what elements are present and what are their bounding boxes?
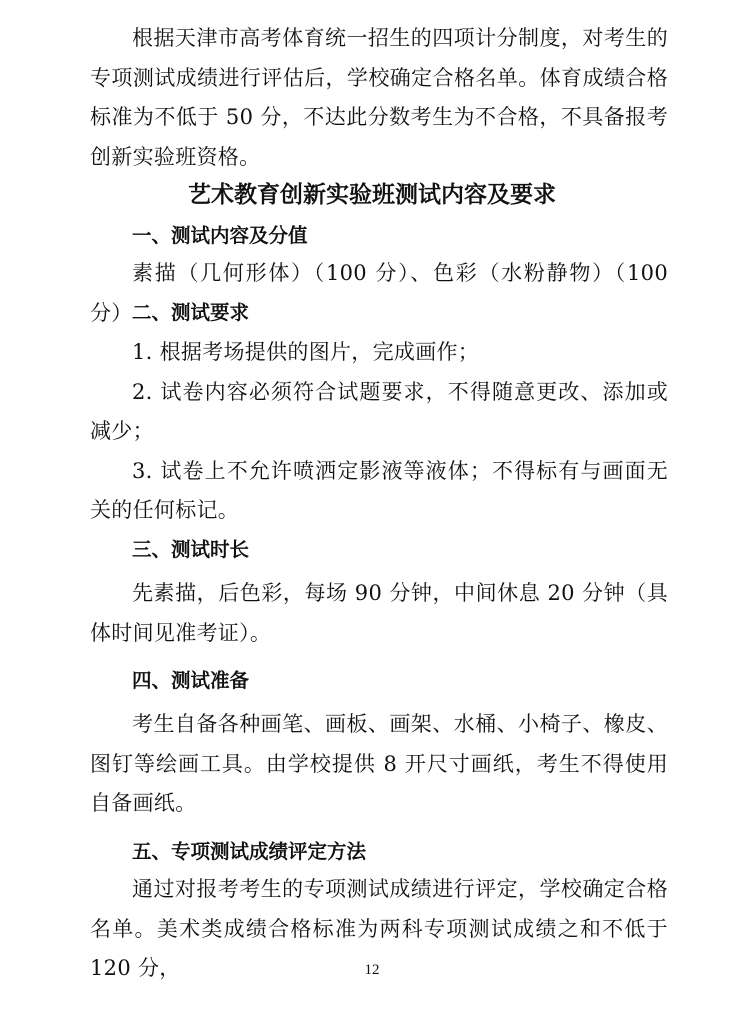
intro-paragraph: 根据天津市高考体育统一招生的四项计分制度，对考生的专项测试成绩进行评估后，学校确定合格名单。体育成绩合格标准为不低于 50 分，不达此分数考生为不合格，不具备报考创新实验班资格。: [90, 26, 668, 169]
section-title: 艺术教育创新实验班测试内容及要求: [188, 182, 556, 208]
heading-duration: 三、测试时长: [132, 538, 250, 561]
requirement-1: 1. 根据考场提供的图片，完成画作；: [132, 340, 480, 364]
duration-paragraph: 先素描，后色彩，每场 90 分钟，中间休息 20 分钟（具体时间见准考证）。: [90, 581, 668, 645]
preparation-block: [90, 705, 668, 824]
content-paragraph: 素描（几何形体）（100 分）、色彩（水粉静物）（100 分）: [90, 261, 668, 325]
heading-evaluation: 五、专项测试成绩评定方法: [132, 840, 367, 863]
heading-requirements: 二、测试要求: [132, 301, 250, 324]
duration-block: [90, 574, 668, 653]
heading-preparation: 四、测试准备: [132, 669, 250, 692]
requirement-3: 3. 试卷上不允许喷洒定影液等液体；不得标有与画面无关的任何标记。: [90, 458, 668, 522]
page-number: 12: [364, 962, 380, 978]
preparation-paragraph: 考生自备各种画笔、画板、画架、水桶、小椅子、橡皮、图钉等绘画工具。由学校提供 8 开尺寸画纸，考生不得使用自备画纸。: [90, 712, 668, 815]
heading-content: 一、测试内容及分值: [132, 224, 308, 247]
evaluation-paragraph: 通过对报考考生的专项测试成绩进行评定，学校确定合格名单。美术类成绩合格标准为两科专项测试成绩之和不低于 120 分，: [90, 877, 668, 980]
requirement-2: 2. 试卷内容必须符合试题要求，不得随意更改、添加或减少；: [90, 379, 668, 443]
requirements-block: [90, 333, 668, 531]
intro-block: [90, 19, 668, 177]
